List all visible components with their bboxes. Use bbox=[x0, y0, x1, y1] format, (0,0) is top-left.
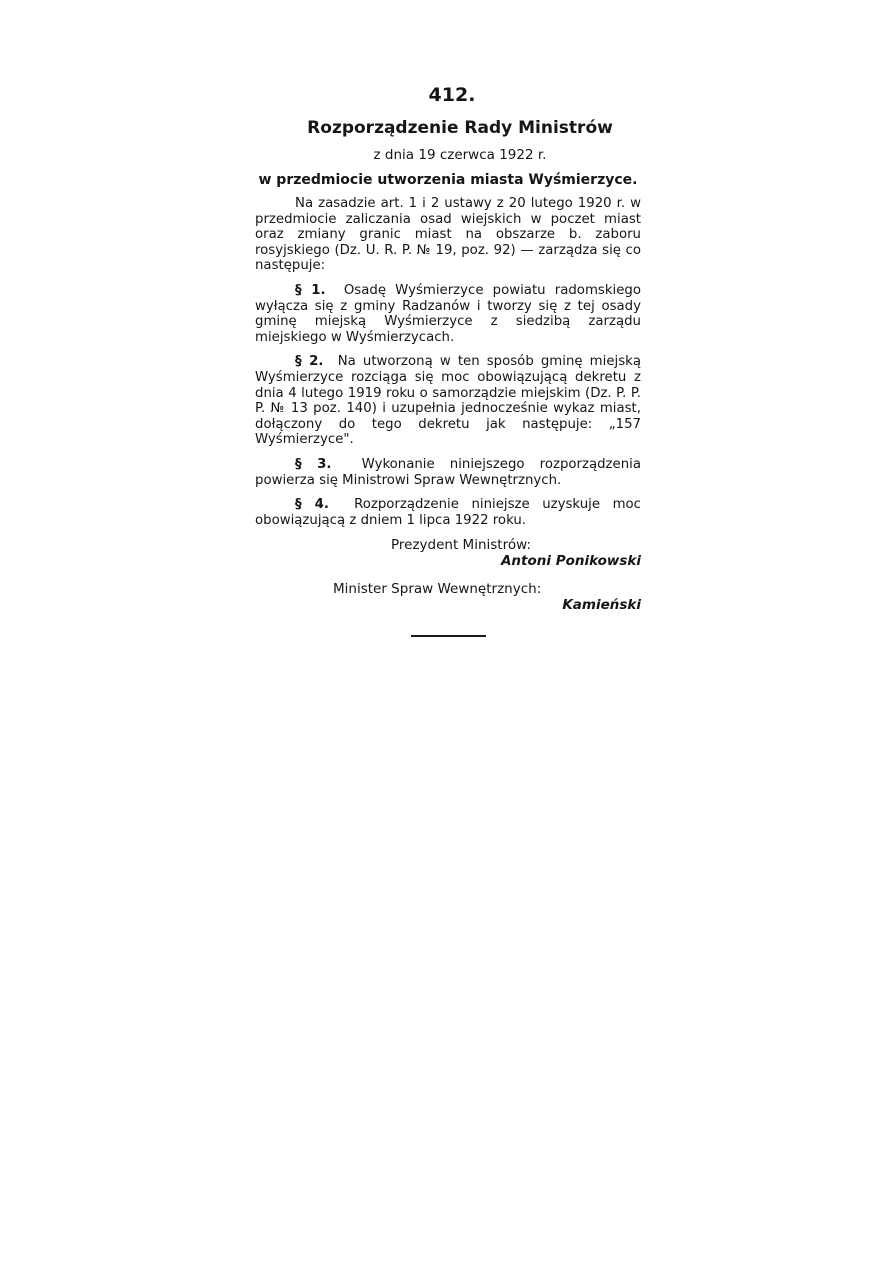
section-text: Na utworzoną w ten sposób gminę miejską Wyśmierzyce rozciąga się moc obowiązującą dekretu z dnia 4 lutego 1919 roku o samorządzie miejskim (Dz. P. P. P. № 13 poz. 140) i uzupełnia jednocześnie wykaz miast, dołączony do tego dekretu jak następuje: „157 Wyśmierzyce". bbox=[255, 354, 641, 448]
document-title: Rozporządzenie Rady Ministrów bbox=[307, 118, 613, 138]
signature-role: Prezydent Ministrów: bbox=[391, 537, 531, 554]
closing-rule bbox=[411, 635, 486, 637]
document-date: z dnia 19 czerwca 1922 r. bbox=[373, 147, 547, 163]
section-text: Rozporządzenie niniejsze uzyskuje moc obowiązującą z dniem 1 lipca 1922 roku. bbox=[255, 497, 641, 528]
section-1 bbox=[255, 283, 641, 345]
signature-name: Antoni Ponikowski bbox=[500, 553, 641, 570]
preamble-paragraph: Na zasadzie art. 1 i 2 ustawy z 20 lutego 1920 r. w przedmiocie zaliczania osad wiejskich w poczet miast oraz zmiany granic miast na obszarze b. zaboru rosyjskiego (Dz. U. R. P. № 19, poz. 92) — zarządza się co następuje: bbox=[255, 196, 641, 274]
document-subject: w przedmiocie utworzenia miasta Wyśmierzyce. bbox=[258, 172, 638, 188]
section-mark: § 4. bbox=[295, 497, 329, 513]
section-mark: § 3. bbox=[295, 456, 332, 472]
signature-role: Minister Spraw Wewnętrznych: bbox=[333, 581, 542, 598]
section-3 bbox=[255, 457, 641, 488]
page-number: 412. bbox=[428, 84, 476, 106]
section-mark: § 2. bbox=[295, 354, 324, 370]
signature-prime-minister bbox=[391, 537, 641, 569]
section-2 bbox=[255, 354, 641, 448]
section-text: Osadę Wyśmierzyce powiatu radomskiego wyłącza się z gminy Radzanów i tworzy się z tej osady gminę miejską Wyśmierzyce z siedzibą zarządu miejskiego w Wyśmierzycach. bbox=[255, 282, 641, 345]
section-4 bbox=[255, 497, 641, 528]
signature-name: Kamieński bbox=[562, 597, 641, 614]
section-mark: § 1. bbox=[295, 282, 326, 298]
document-page bbox=[255, 84, 641, 637]
section-text: Wykonanie niniejszego rozporządzenia powierza się Ministrowi Spraw Wewnętrznych. bbox=[255, 456, 641, 488]
signature-interior-minister bbox=[333, 581, 641, 613]
